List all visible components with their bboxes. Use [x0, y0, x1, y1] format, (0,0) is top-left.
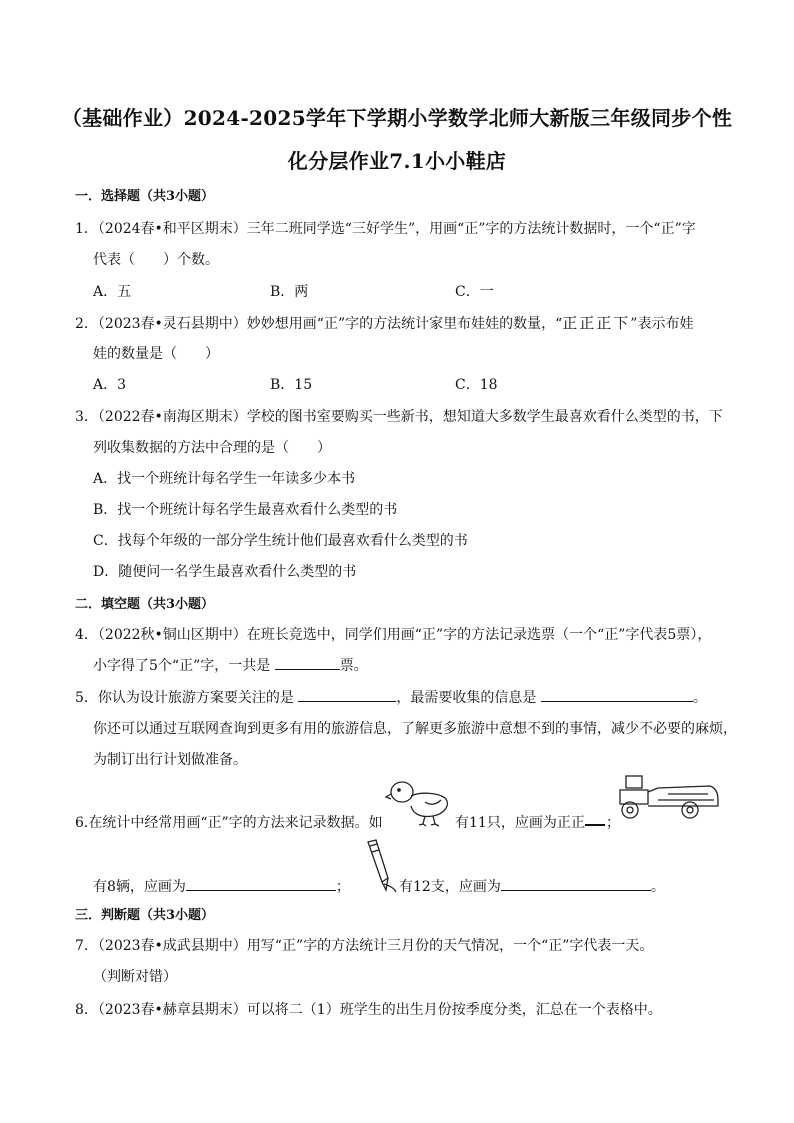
q5-answer-blank-1[interactable] [298, 687, 396, 702]
q6-text-pre: 6.在统计中经常用画“正”字的方法来记录数据。如 [75, 815, 383, 831]
tractor-truck-icon [618, 772, 720, 822]
q6-text-line2-end: 。 [650, 879, 665, 895]
q3-option-d: D．随便问一名学生最喜欢看什么类型的书 [93, 564, 357, 580]
q2-option-a: A．3 [93, 377, 127, 393]
q1-line-2: 代表（ ）个数。 [93, 252, 219, 268]
q3-line-1: 3．（2022春•南海区期末）学校的图书室要购买一些新书，想知道大多数学生最喜欢看什么类型的书，下 [75, 409, 723, 425]
q1-option-b: B．两 [270, 284, 309, 300]
q4-text-post: 票。 [339, 658, 368, 674]
q4-text-pre: 小字得了5个“正”字，一共是 [93, 658, 271, 674]
chick-icon [385, 778, 455, 828]
q5-text-pre: 5．你认为设计旅游方案要关注的是 [75, 690, 294, 706]
q3-option-b: B．找一个班统计每名学生最喜欢看什么类型的书 [93, 502, 398, 518]
section-heading-choice: 一．选择题（共3小题） [75, 189, 215, 204]
q5-text-mid: ，最需要收集的信息是 [396, 690, 537, 706]
q5-text-post: 。 [692, 690, 707, 706]
q2-text-post: ”表示布娃 [630, 316, 694, 332]
q8-line-1: 8．（2023春•赫章县期末）可以将二（1）班学生的出生月份按季度分类，汇总在一个表格中。 [75, 1002, 662, 1018]
q6-semicolon: ； [606, 815, 620, 831]
q2-line-2: 娃的数量是（ ） [93, 346, 219, 362]
q1-option-c: C．一 [455, 284, 494, 300]
q6-answer-blank-2[interactable] [501, 876, 651, 891]
q2-option-b: B．15 [270, 377, 313, 393]
q6-text-line2-mid: 有12支，应画为 [399, 879, 501, 895]
q4-line-1: 4．（2022秋•铜山区期中）在班长竞选中，同学们用画“正”字的方法记录选票（一个“正”字代表5票）， [75, 627, 712, 643]
q6-text-line2-semi: ； [335, 879, 350, 895]
pen-icon [362, 838, 398, 894]
q3-option-a: A．找一个班统计每名学生一年读多少本书 [93, 471, 356, 487]
section-heading-judge: 三．判断题（共3小题） [75, 908, 215, 923]
q3-line-2: 列收集数据的方法中合理的是（ ） [93, 440, 331, 456]
q7-line-2: （判断对错） [93, 969, 177, 985]
q5-answer-blank-2[interactable] [541, 687, 693, 702]
q6-text-line2-pre: 有8辆，应画为 [93, 879, 186, 895]
section-heading-fill: 二．填空题（共3小题） [75, 597, 215, 612]
q7-line-1: 7．（2023春•成武县期中）用写“正”字的方法统计三月份的天气情况，一个“正”字代表一天。 [75, 938, 654, 954]
q1-option-a: A．五 [93, 284, 132, 300]
tally-stroke-icon [584, 820, 606, 830]
q4-line-2 [93, 655, 368, 675]
q2-line-1 [75, 312, 693, 333]
page-title-line-2: 化分层作业7.1小小鞋店 [287, 149, 507, 173]
q6-line-2-mid [399, 876, 665, 896]
q6-text-mid: 有11只，应画为正正 [455, 815, 585, 831]
page-title-line-1: （基础作业）2024-2025学年下学期小学数学北师大新版三年级同步个性 [61, 106, 733, 130]
q2-tally-marks: 正正正下 [562, 314, 631, 332]
q4-answer-blank[interactable] [275, 655, 340, 670]
q2-option-c: C．18 [455, 377, 498, 393]
q5-line-1 [75, 687, 707, 707]
q5-line-3: 为制订出行计划做准备。 [93, 752, 247, 768]
q3-option-c: C．找每个年级的一部分学生统计他们最喜欢看什么类型的书 [93, 533, 468, 549]
q6-answer-blank-1[interactable] [186, 876, 336, 891]
q2-text-pre: 2．（2023春•灵石县期中）妙妙想用画“正”字的方法统计家里布娃娃的数量，“ [75, 316, 563, 332]
q5-line-2: 你还可以通过互联网查询到更多有用的旅游信息，了解更多旅游中意想不到的事情，减少不必要的麻烦， [93, 721, 737, 737]
q6-line-2 [93, 876, 350, 896]
q1-line-1: 1．（2024春•和平区期末）三年二班同学选“三好学生”，用画“正”字的方法统计数据时，一个“正”字 [75, 221, 696, 237]
